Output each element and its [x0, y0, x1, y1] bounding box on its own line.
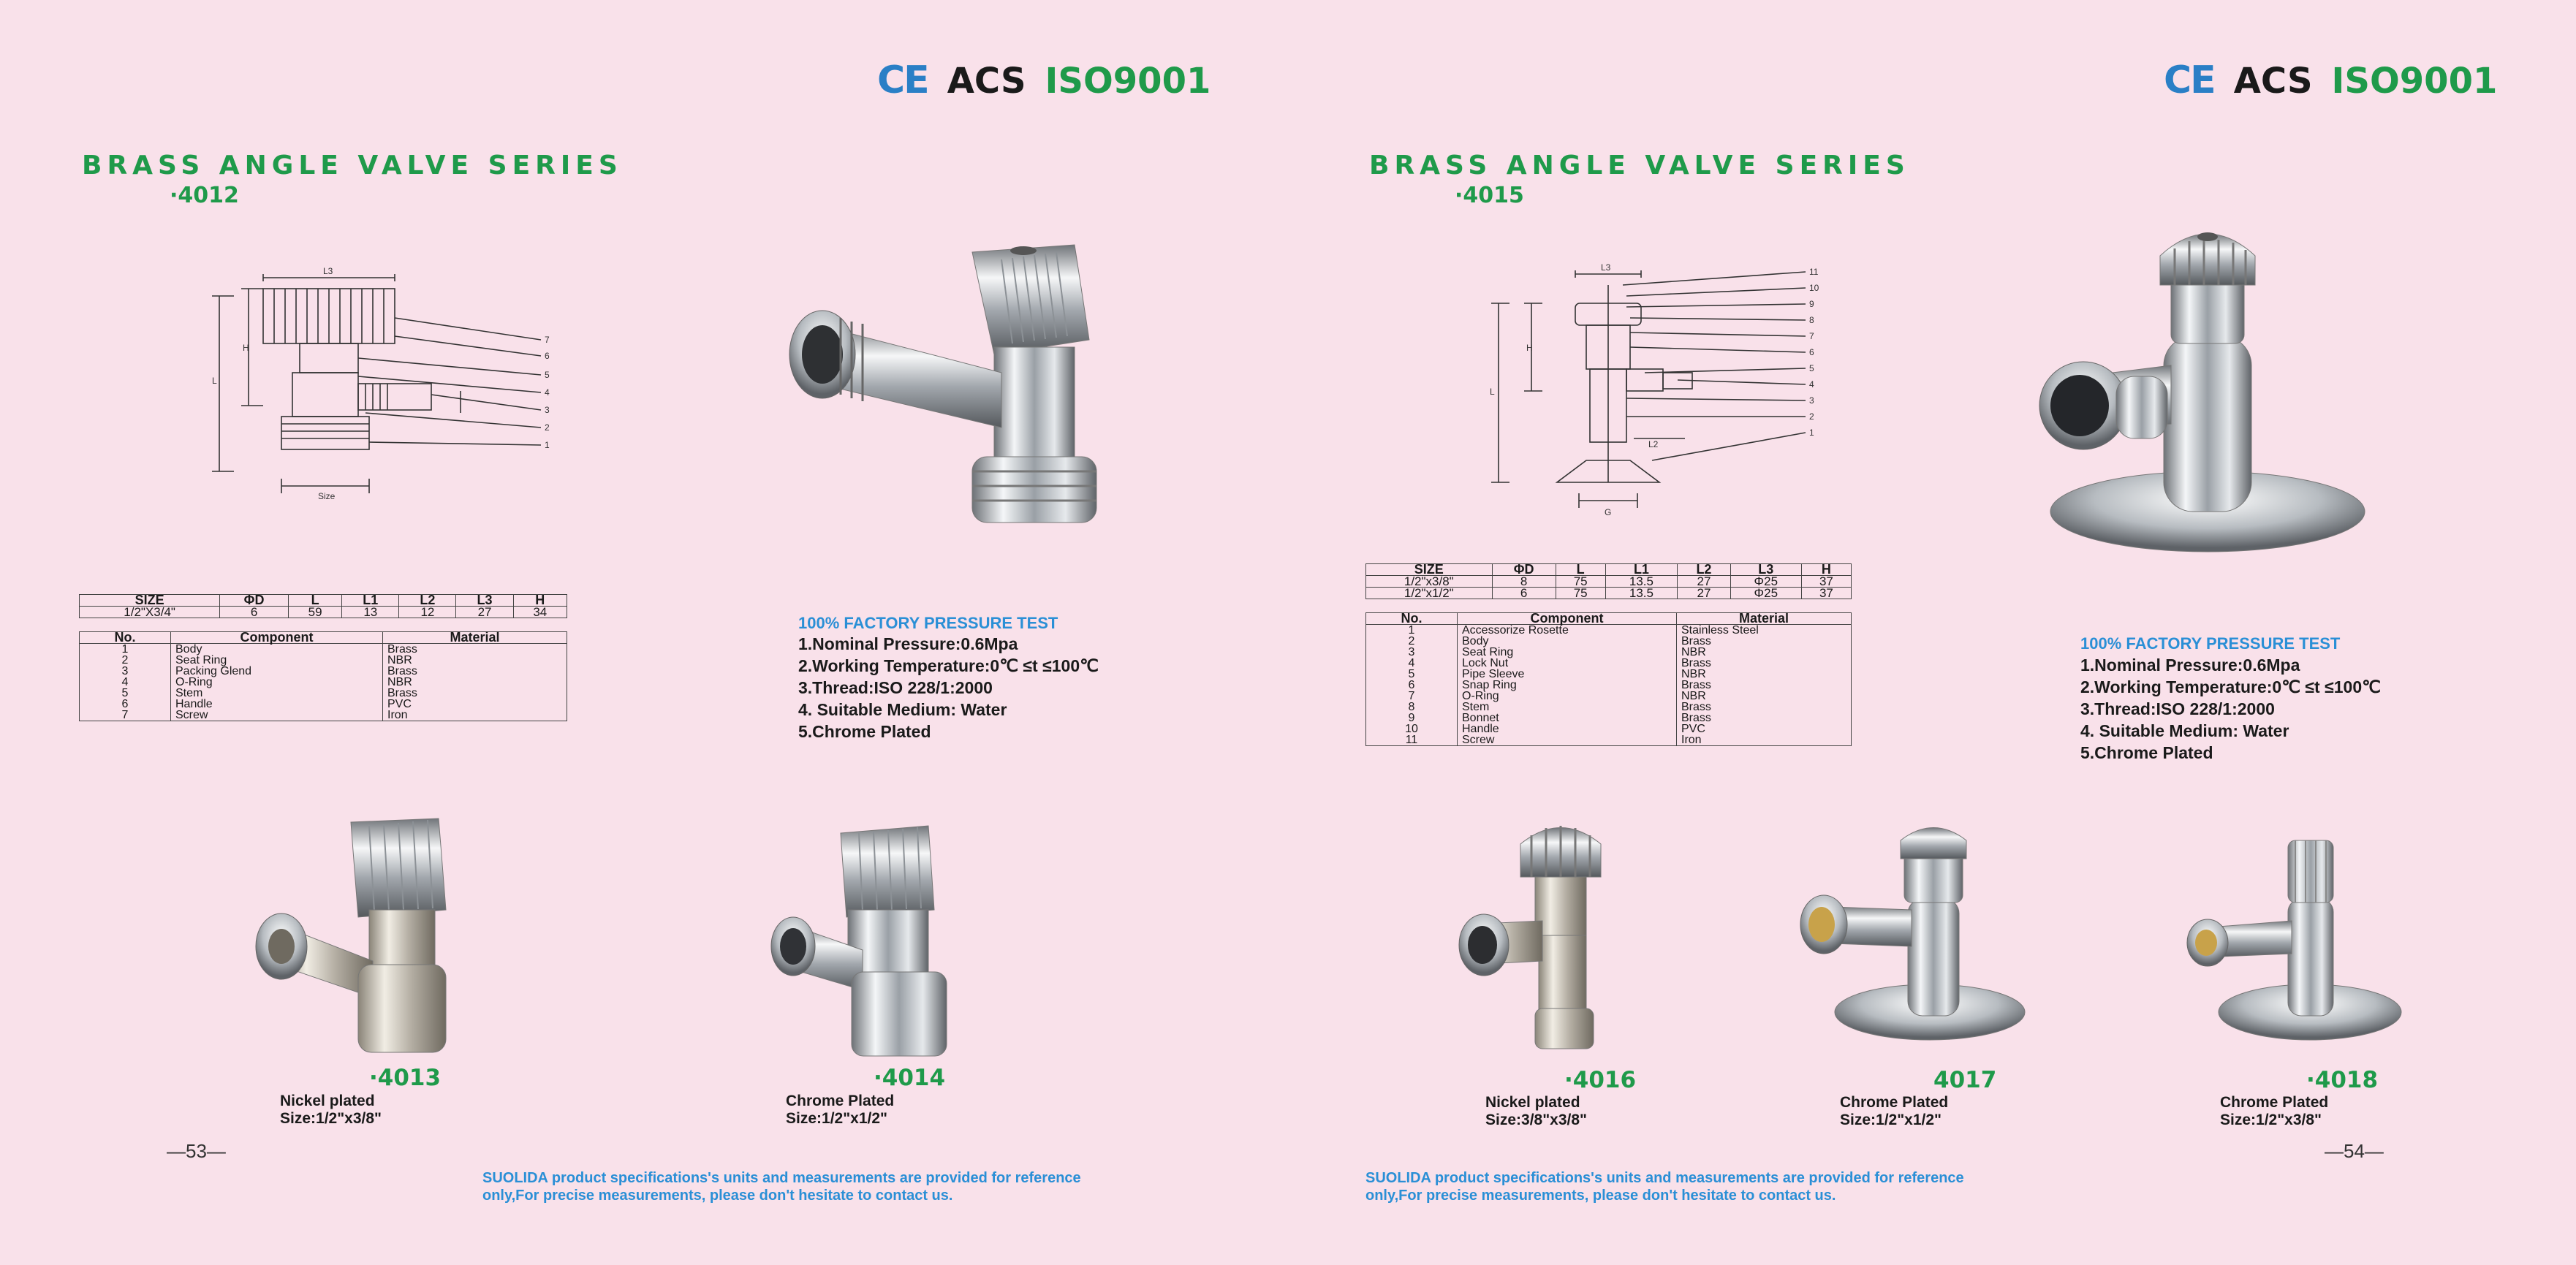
table-row: [80, 699, 567, 710]
acs-mark: ACS: [2233, 61, 2313, 102]
table-cell: Seat Ring: [1458, 647, 1677, 658]
product-image-4012: [753, 238, 1162, 544]
table-cell: Stainless Steel: [1677, 625, 1852, 637]
feature-item: 2.Working Temperature:0℃ ≤t ≤100℃: [798, 656, 1099, 675]
disclaimer-line: only,For precise measurements, please don't hesitate to contact us.: [1365, 1188, 1836, 1204]
table-row: [1366, 702, 1852, 713]
size-header: SIZE: [80, 595, 220, 607]
table-cell: Stem: [1458, 702, 1677, 713]
table-cell: Bonnet: [1458, 713, 1677, 723]
table-cell: 7: [1366, 691, 1458, 702]
component-header: Component: [171, 632, 383, 644]
product-code-4014: ·4014: [874, 1065, 946, 1091]
material-header: Material: [1677, 613, 1852, 625]
svg-text:1: 1: [1809, 428, 1814, 438]
product-finish: Nickel plated: [280, 1093, 375, 1109]
size-table-4012: [79, 594, 567, 618]
table-row: [1366, 647, 1852, 658]
svg-text:9: 9: [1809, 299, 1814, 309]
svg-text:L3: L3: [323, 266, 333, 276]
product-desc-4017: [1840, 1094, 1948, 1129]
table-cell: O-Ring: [1458, 691, 1677, 702]
feature-item: 3.Thread:ISO 228/1:2000: [2080, 699, 2275, 718]
table-row: [80, 607, 567, 618]
product-image-4017: [1784, 818, 2032, 1045]
svg-text:6: 6: [545, 351, 550, 361]
table-cell: 1/2"x1/2": [1366, 588, 1493, 599]
feature-item: 4. Suitable Medium: Water: [2080, 721, 2289, 740]
no-header: No.: [1366, 613, 1458, 625]
table-cell: Iron: [383, 710, 567, 721]
table-cell: 7: [80, 710, 171, 721]
table-row: [80, 666, 567, 677]
table-cell: PVC: [1677, 723, 1852, 734]
disclaimer-line: SUOLIDA product specifications's units and measurements are provided for reference: [1365, 1170, 1964, 1186]
product-finish: Chrome Plated: [2220, 1094, 2329, 1111]
table-cell: 37: [1801, 588, 1851, 599]
table-cell: PVC: [383, 699, 567, 710]
svg-text:3: 3: [1809, 395, 1814, 406]
table-row: [80, 644, 567, 656]
model-number-4015: ·4015: [1455, 183, 1524, 208]
table-cell: 5: [80, 688, 171, 699]
product-desc-4013: [280, 1093, 382, 1128]
table-cell: 11: [1366, 734, 1458, 746]
table-cell: 75: [1556, 588, 1605, 599]
table-row: [1366, 691, 1852, 702]
svg-text:L2: L2: [1648, 439, 1659, 449]
svg-text:4: 4: [1809, 379, 1814, 390]
product-code-4016: ·4016: [1564, 1067, 1637, 1093]
table-row: [80, 710, 567, 721]
table-cell: 27: [1678, 576, 1731, 588]
product-finish: Chrome Plated: [786, 1093, 895, 1109]
table-cell: Brass: [1677, 702, 1852, 713]
l3-header: L3: [1730, 564, 1801, 576]
iso-mark: ISO9001: [1045, 61, 1211, 102]
table-cell: Brass: [1677, 658, 1852, 669]
table-row: [80, 655, 567, 666]
table-cell: 12: [399, 607, 456, 618]
svg-text:8: 8: [1809, 315, 1814, 325]
component-table-4012: [79, 631, 567, 721]
table-cell: Accessorize Rosette: [1458, 625, 1677, 637]
table-cell: 13.5: [1605, 588, 1677, 599]
table-cell: 1: [1366, 625, 1458, 637]
table-cell: Brass: [1677, 680, 1852, 691]
table-row: [80, 677, 567, 688]
table-cell: Snap Ring: [1458, 680, 1677, 691]
svg-text:7: 7: [1809, 331, 1814, 341]
table-cell: Body: [1458, 636, 1677, 647]
table-cell: Stem: [171, 688, 383, 699]
svg-text:G: G: [1605, 507, 1612, 517]
table-cell: 27: [456, 607, 513, 618]
l2-header: L2: [399, 595, 456, 607]
table-cell: 1: [80, 644, 171, 656]
disclaimer-left: [482, 1169, 1081, 1204]
disclaimer-right: [1365, 1169, 1964, 1204]
svg-text:6: 6: [1809, 347, 1814, 357]
iso-mark: ISO9001: [2331, 61, 2498, 102]
feature-item: 5.Chrome Plated: [2080, 743, 2213, 762]
table-cell: Packing Glend: [171, 666, 383, 677]
table-cell: Iron: [1677, 734, 1852, 746]
product-image-4018: [2164, 818, 2412, 1045]
table-cell: 6: [1492, 588, 1556, 599]
product-image-4015: [2010, 219, 2405, 555]
ce-mark: CE: [2164, 58, 2215, 102]
svg-text:H: H: [243, 343, 249, 353]
component-table-4015: [1365, 612, 1852, 746]
table-cell: NBR: [1677, 691, 1852, 702]
table-cell: 3: [80, 666, 171, 677]
table-cell: 5: [1366, 669, 1458, 680]
table-cell: Φ25: [1730, 588, 1801, 599]
table-cell: NBR: [1677, 669, 1852, 680]
l1-header: L1: [1605, 564, 1677, 576]
table-cell: Screw: [171, 710, 383, 721]
pressure-test-title-left: 100% FACTORY PRESSURE TEST: [798, 614, 1058, 632]
table-cell: 8: [1492, 576, 1556, 588]
svg-text:2: 2: [1809, 411, 1814, 422]
svg-text:7: 7: [545, 335, 550, 345]
l3-header: L3: [456, 595, 513, 607]
table-cell: 8: [1366, 702, 1458, 713]
table-row: [1366, 680, 1852, 691]
product-desc-4016: [1485, 1094, 1587, 1129]
table-cell: NBR: [383, 655, 567, 666]
certification-logos-right: [2164, 58, 2497, 102]
component-table-header-row: [80, 632, 567, 644]
svg-text:2: 2: [545, 422, 550, 433]
no-header: No.: [80, 632, 171, 644]
l2-header: L2: [1678, 564, 1731, 576]
table-cell: Φ25: [1730, 576, 1801, 588]
table-cell: 2: [80, 655, 171, 666]
product-code-4013: ·4013: [369, 1065, 442, 1091]
certification-logos-left: [877, 58, 1211, 102]
table-row: [1366, 588, 1852, 599]
svg-text:Size: Size: [318, 491, 336, 501]
table-cell: Pipe Sleeve: [1458, 669, 1677, 680]
table-row: [1366, 669, 1852, 680]
diameter-header: ΦD: [220, 595, 289, 607]
feature-item: 4. Suitable Medium: Water: [798, 700, 1007, 719]
table-cell: 9: [1366, 713, 1458, 723]
series-title-left: BRASS ANGLE VALVE SERIES: [82, 151, 623, 181]
table-cell: Body: [171, 644, 383, 656]
table-cell: 4: [1366, 658, 1458, 669]
pressure-test-title-right: 100% FACTORY PRESSURE TEST: [2080, 634, 2341, 653]
feature-item: 2.Working Temperature:0℃ ≤t ≤100℃: [2080, 677, 2381, 696]
table-cell: Handle: [1458, 723, 1677, 734]
page-number-right: —54—: [2325, 1140, 2384, 1162]
feature-item: 3.Thread:ISO 228/1:2000: [798, 678, 993, 697]
product-size: Size:1/2"x3/8": [2220, 1112, 2322, 1128]
table-cell: Brass: [1677, 636, 1852, 647]
table-cell: Screw: [1458, 734, 1677, 746]
page-number-left: —53—: [167, 1140, 226, 1162]
disclaimer-line: SUOLIDA product specifications's units and measurements are provided for reference: [482, 1170, 1081, 1186]
product-size: Size:1/2"x3/8": [280, 1110, 382, 1127]
svg-text:5: 5: [545, 370, 550, 380]
table-cell: Seat Ring: [171, 655, 383, 666]
table-cell: 10: [1366, 723, 1458, 734]
table-cell: 1/2"x3/8": [1366, 576, 1493, 588]
acs-mark: ACS: [947, 61, 1026, 102]
table-cell: 27: [1678, 588, 1731, 599]
product-image-4014: [775, 822, 1016, 1063]
table-row: [1366, 734, 1852, 746]
svg-text:1: 1: [545, 440, 550, 450]
table-cell: 1/2"X3/4": [80, 607, 220, 618]
table-cell: 59: [288, 607, 341, 618]
product-size: Size:1/2"x1/2": [786, 1110, 887, 1127]
svg-text:L: L: [212, 376, 217, 386]
l-header: L: [1556, 564, 1605, 576]
svg-text:5: 5: [1809, 363, 1814, 373]
svg-text:4: 4: [545, 387, 550, 398]
component-table-header-row: [1366, 613, 1852, 625]
product-size: Size:1/2"x1/2": [1840, 1112, 1942, 1128]
l-header: L: [288, 595, 341, 607]
table-cell: 6: [220, 607, 289, 618]
table-cell: NBR: [1677, 647, 1852, 658]
table-cell: O-Ring: [171, 677, 383, 688]
svg-text:3: 3: [545, 405, 550, 415]
product-code-4018: ·4018: [2306, 1067, 2379, 1093]
table-cell: 13: [342, 607, 399, 618]
material-header: Material: [383, 632, 567, 644]
product-size: Size:3/8"x3/8": [1485, 1112, 1587, 1128]
disclaimer-line: only,For precise measurements, please don't hesitate to contact us.: [482, 1188, 953, 1204]
product-finish: Nickel plated: [1485, 1094, 1580, 1111]
table-cell: 34: [513, 607, 567, 618]
table-cell: Handle: [171, 699, 383, 710]
product-image-4013: [249, 815, 497, 1063]
size-header: SIZE: [1366, 564, 1493, 576]
table-cell: 2: [1366, 636, 1458, 647]
size-table-4015: [1365, 563, 1852, 599]
h-header: H: [1801, 564, 1851, 576]
table-cell: Brass: [383, 666, 567, 677]
feature-item: 1.Nominal Pressure:0.6Mpa: [798, 634, 1018, 653]
diameter-header: ΦD: [1492, 564, 1556, 576]
feature-list-left: [798, 633, 1099, 742]
table-cell: 37: [1801, 576, 1851, 588]
ce-mark: CE: [877, 58, 928, 102]
l1-header: L1: [342, 595, 399, 607]
product-finish: Chrome Plated: [1840, 1094, 1949, 1111]
product-code-4017: 4017: [1933, 1067, 1997, 1093]
table-cell: 6: [80, 699, 171, 710]
table-row: [1366, 625, 1852, 637]
series-title-right: BRASS ANGLE VALVE SERIES: [1369, 151, 1910, 181]
feature-item: 5.Chrome Plated: [798, 722, 931, 741]
table-row: [1366, 658, 1852, 669]
table-cell: 4: [80, 677, 171, 688]
table-cell: 13.5: [1605, 576, 1677, 588]
technical-drawing-4015: [1469, 262, 1835, 517]
feature-item: 1.Nominal Pressure:0.6Mpa: [2080, 656, 2300, 675]
technical-drawing-4012: [154, 267, 563, 508]
table-cell: 6: [1366, 680, 1458, 691]
table-cell: Brass: [383, 688, 567, 699]
svg-text:H: H: [1526, 343, 1533, 353]
svg-text:11: 11: [1809, 267, 1819, 277]
table-cell: 75: [1556, 576, 1605, 588]
product-desc-4014: [786, 1093, 894, 1128]
table-row: [1366, 713, 1852, 723]
table-row: [1366, 723, 1852, 734]
table-row: [80, 688, 567, 699]
table-cell: Lock Nut: [1458, 658, 1677, 669]
table-row: [1366, 636, 1852, 647]
product-desc-4018: [2220, 1094, 2328, 1129]
svg-text:L3: L3: [1601, 262, 1611, 273]
feature-list-right: [2080, 654, 2381, 764]
svg-text:L: L: [1490, 387, 1495, 397]
model-number-4012: ·4012: [170, 183, 239, 208]
table-cell: NBR: [383, 677, 567, 688]
svg-text:10: 10: [1809, 283, 1819, 293]
h-header: H: [513, 595, 567, 607]
component-header: Component: [1458, 613, 1677, 625]
product-image-4016: [1455, 815, 1645, 1056]
table-cell: Brass: [1677, 713, 1852, 723]
table-cell: Brass: [383, 644, 567, 656]
table-cell: 3: [1366, 647, 1458, 658]
